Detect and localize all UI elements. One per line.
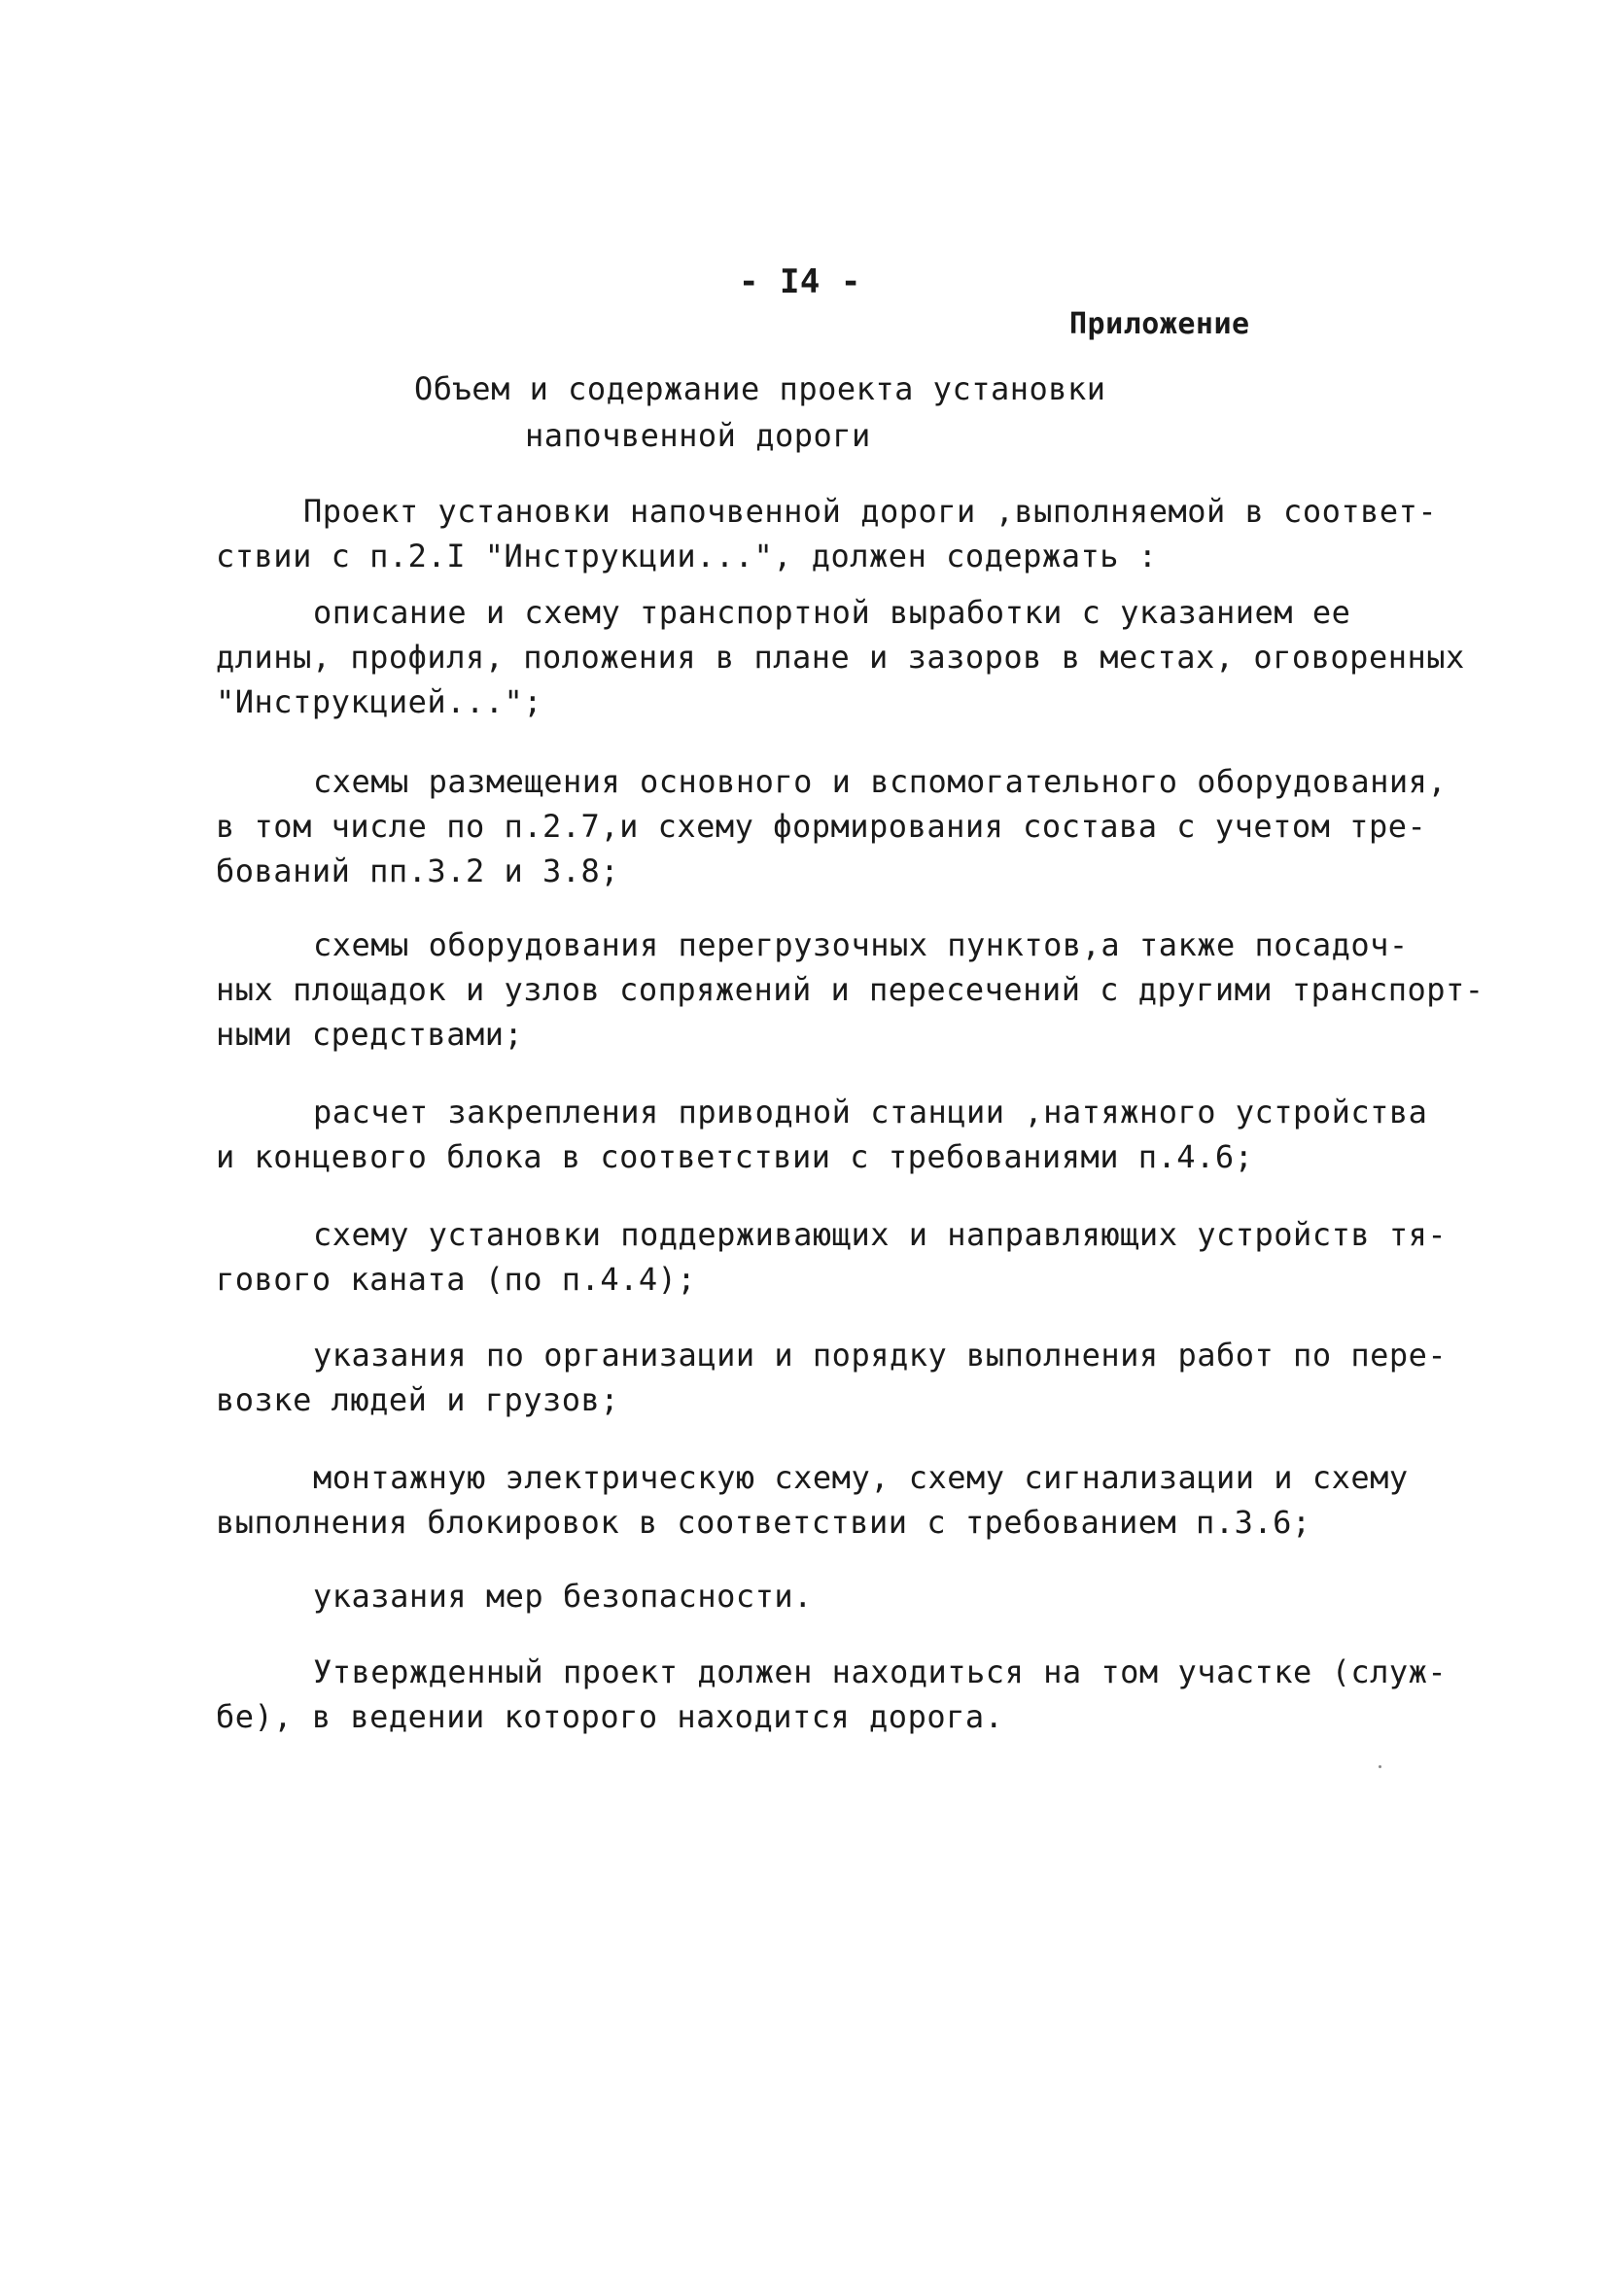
- paragraph-line: ствии с п.2.I "Инструкции...", должен содержать :: [216, 538, 1158, 574]
- paragraph-line: указания мер безопасности.: [313, 1578, 813, 1615]
- paragraph-line: Проект установки напочвенной дороги ,выполняемой в соответ-: [303, 493, 1438, 530]
- paragraph-line: расчет закрепления приводной станции ,натяжного устройства: [313, 1094, 1428, 1131]
- paragraph-line: бований пп.3.2 и 3.8;: [216, 852, 620, 889]
- paragraph-line: схему установки поддерживающих и направляющих устройств тя-: [313, 1216, 1448, 1253]
- appendix-label: Приложение: [1069, 307, 1250, 341]
- paragraph-line: Утвержденный проект должен находиться на том участке (служ-: [313, 1653, 1448, 1690]
- paragraph-line: и концевого блока в соответствии с требованиями п.4.6;: [216, 1138, 1254, 1175]
- paragraph-line: монтажную электрическую схему, схему сигнализации и схему: [313, 1459, 1409, 1496]
- paragraph-line: ных площадок и узлов сопряжений и пересечений с другими транспорт-: [216, 971, 1485, 1008]
- title-line-2: напочвенной дороги: [525, 417, 871, 454]
- paragraph-line: "Инструкцией...";: [216, 683, 543, 720]
- paragraph-line: бе), в ведении которого находится дорога.: [216, 1698, 1004, 1735]
- paragraph-line: описание и схему транспортной выработки с указанием ее: [313, 594, 1351, 631]
- paragraph-line: возке людей и грузов;: [216, 1381, 620, 1418]
- paragraph-line: выполнения блокировок в соответствии с требованием п.3.6;: [216, 1504, 1311, 1541]
- page-number: - I4 -: [739, 262, 861, 301]
- paragraph-line: указания по организации и порядку выполнения работ по пере-: [313, 1337, 1448, 1374]
- paragraph-line: длины, профиля, положения в плане и зазоров в местах, оговоренных: [216, 639, 1465, 676]
- scan-speck: [1379, 1765, 1381, 1768]
- paragraph-line: гового каната (по п.4.4);: [216, 1261, 697, 1298]
- paragraph-line: ными средствами;: [216, 1016, 524, 1053]
- paragraph-line: схемы размещения основного и вспомогательного оборудования,: [313, 763, 1448, 800]
- paragraph-line: схемы оборудования перегрузочных пунктов,а также посадоч-: [313, 926, 1409, 963]
- title-line-1: Объем и содержание проекта установки: [414, 370, 1106, 407]
- paragraph-line: в том числе по п.2.7,и схему формирования состава с учетом тре-: [216, 808, 1427, 845]
